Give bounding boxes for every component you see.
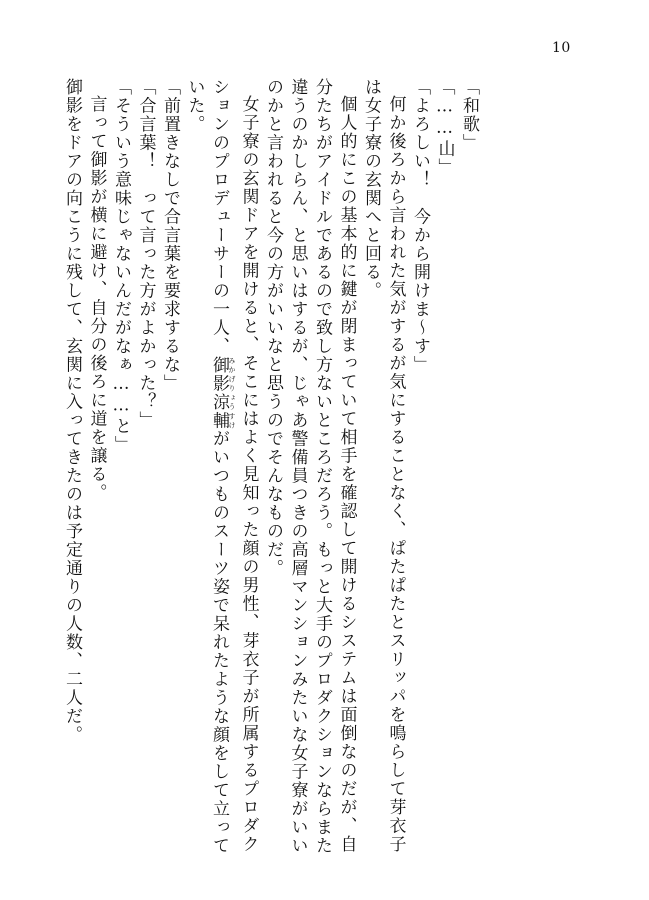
text-segment: ションのプロデューサーの一人、 [209,78,229,356]
ruby-name [209,355,236,430]
text-line: 「よろしい！ 今から開けま〜す」 [410,78,430,374]
text-line: 違うのかしらん、と思いはするが、じゃあ警備員つきの高層マンションみたいな女子寮がいい [287,78,308,855]
text-line: 「和歌」 [459,78,479,152]
text-line: 言って御影が横に避け、自分の後ろに道を譲る。 [86,95,107,502]
novel-text-block [60,78,482,855]
text-line: のかと言われると今の方がいいなと思うのでそんなものだ。 [263,78,283,578]
text-line: 「そういう意味じゃないんだがなぁ……と」 [111,78,131,454]
text-line: 「前置きなしで合言葉を要求するな」 [160,78,180,393]
text-line: 御影をドアの向こうに残して、玄関に入ってきたのは予定通りの人数、二人だ。 [62,78,82,744]
text-line: 「合言葉！ って言った方がよかった？」 [135,78,156,430]
text-line: 何か後ろから言われた気がするが気にすることなく、ぱたぱたとスリッパを鳴らして芽衣子 [385,95,406,854]
text-line: 「……山」 [434,78,455,177]
text-line: は女子寮の玄関へと回る。 [361,78,381,300]
page-number: 10 [552,40,571,56]
text-line: 個人的にこの基本的に鍵が閉まっていて相手を確認して開けるシステムは面倒なのだが、自 [336,95,357,854]
ruby-base: 御影涼輔 [209,355,229,430]
text-line: 女子寮の玄関ドアを開けると、そこにはよく見知った顔の男性、芽衣子が所属するプロダク [238,95,259,854]
text-segment: がいつものスーツ姿で呆れたような顔をして立って [209,429,229,855]
text-line-with-ruby [207,78,237,855]
ruby-reading: みかげりょうすけ [228,355,236,430]
text-line: いた。 [184,78,205,134]
text-line: 分たちがアイドルであるので致し方ないところだろう。もっと大手のプロダクションならまた [312,78,332,855]
